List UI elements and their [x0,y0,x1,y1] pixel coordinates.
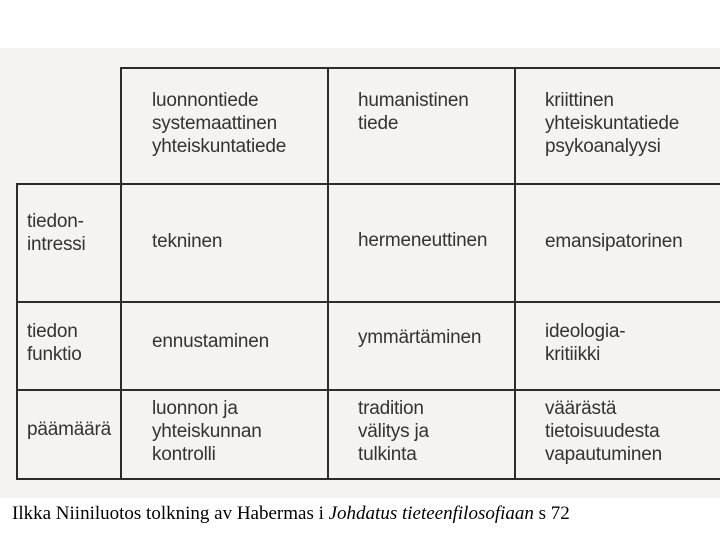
grid-line [327,67,329,480]
row-label: päämäärä [27,419,111,440]
grid-line [16,183,18,480]
caption [12,503,570,525]
caption-book-title: Johdatus tieteenfilosofiaan [328,503,534,524]
caption-suffix: s 72 [533,503,570,524]
table-cell: ymmärtäminen [358,327,482,348]
row-label: tiedon funktio [27,321,82,365]
caption-prefix: Ilkka Niiniluotos tolkning av Habermas i [12,503,329,524]
grid-line [514,67,516,480]
table-cell: luonnon ja yhteiskunnan kontrolli [152,398,262,465]
header-cell: humanistinen tiede [358,90,469,134]
table-grid [0,48,720,498]
table-cell: ennustaminen [152,331,269,352]
grid-line [120,67,720,69]
row-label: tiedon- intressi [27,211,86,255]
table-cell: emansipatorinen [545,231,683,252]
table-cell: väärästä tietoisuudesta vapautuminen [545,398,662,465]
scanned-table-image [0,48,720,498]
header-cell: kriittinen yhteiskuntatiede psykoanalyysi [545,90,680,157]
grid-line [120,67,122,480]
table-cell: tradition välitys ja tulkinta [358,398,429,465]
table-cell: hermeneuttinen [358,230,488,251]
table-cell: tekninen [152,231,223,252]
header-cell: luonnontiede systemaattinen yhteiskuntatiede [152,90,287,157]
table-cell: ideologia- kritiikki [545,321,626,365]
